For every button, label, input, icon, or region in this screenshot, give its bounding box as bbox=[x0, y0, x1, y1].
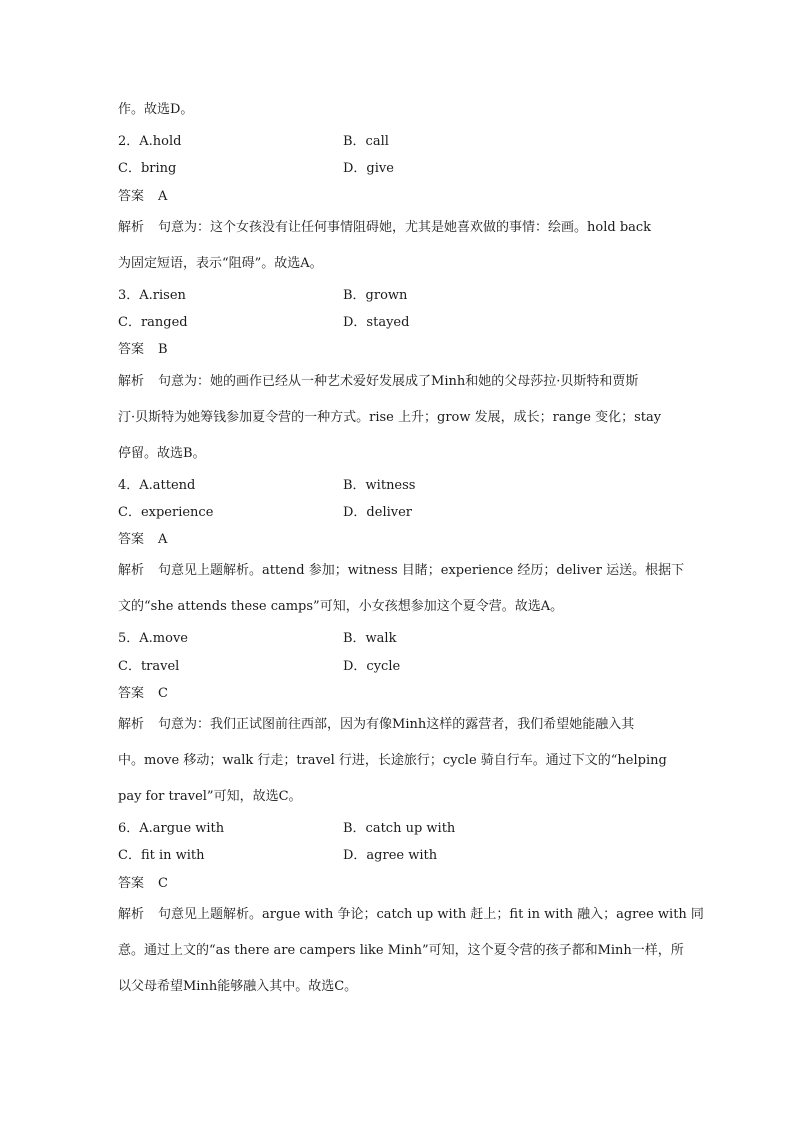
analysis-label: 解析 bbox=[118, 907, 145, 922]
q5-analysis-line2: 中。move 移动；walk 行走；travel 行进，长途旅行；cycle 骑自行车。通过下文的“helping bbox=[118, 753, 667, 768]
q3-analysis-line3: 停留。故选B。 bbox=[118, 446, 206, 461]
answer-label: 答案 bbox=[118, 876, 145, 891]
q6-option-c: C．fit in with bbox=[118, 848, 205, 863]
q6-answer bbox=[118, 876, 678, 892]
q5-option-d: D．cycle bbox=[343, 659, 401, 674]
q4-option-d: D．deliver bbox=[343, 505, 413, 520]
answer-label: 答案 bbox=[118, 189, 145, 204]
q5-option-c: C．travel bbox=[118, 659, 180, 674]
q5-analysis-line3: pay for travel”可知，故选C。 bbox=[118, 789, 302, 804]
analysis-label: 解析 bbox=[118, 374, 145, 389]
q2-option-d: D．give bbox=[343, 161, 394, 176]
answer-value: B bbox=[158, 342, 168, 357]
answer-value: A bbox=[158, 189, 168, 204]
analysis-text: 句意为：她的画作已经从一种艺术爱好发展成了Minh和她的父母莎拉·贝斯特和贾斯 bbox=[158, 374, 639, 389]
q3-option-d: D．stayed bbox=[343, 315, 410, 330]
answer-value: C bbox=[158, 876, 168, 891]
analysis-label: 解析 bbox=[118, 717, 145, 732]
analysis-text: 句意见上题解析。argue with 争论；catch up with 赶上；fit in with 融入；agree with 同 bbox=[158, 907, 704, 922]
answer-value: C bbox=[158, 686, 168, 701]
answer-value: A bbox=[158, 532, 168, 547]
q4-option-c: C．experience bbox=[118, 505, 214, 520]
answer-label: 答案 bbox=[118, 686, 145, 701]
q2-analysis-line1 bbox=[118, 220, 678, 236]
q5-analysis-line1 bbox=[118, 717, 678, 733]
q3-answer bbox=[118, 342, 678, 358]
q6-analysis-line3: 以父母希望Minh能够融入其中。故选C。 bbox=[118, 979, 358, 994]
intro-line: 作。故选D。 bbox=[118, 102, 194, 117]
q4-analysis-line1 bbox=[118, 563, 685, 579]
q2-analysis-line2: 为固定短语，表示“阻碍”。故选A。 bbox=[118, 256, 323, 271]
q4-option-b: B．witness bbox=[343, 478, 416, 493]
q5-option-a: 5．A.move bbox=[118, 631, 188, 646]
q3-analysis-line2: 汀·贝斯特为她筹钱参加夏令营的一种方式。rise 上升；grow 发展，成长；range 变化；stay bbox=[118, 410, 662, 425]
q3-option-a: 3．A.risen bbox=[118, 288, 186, 303]
q6-analysis-line1 bbox=[118, 907, 704, 923]
analysis-label: 解析 bbox=[118, 220, 145, 235]
analysis-label: 解析 bbox=[118, 563, 145, 578]
q6-option-b: B．catch up with bbox=[343, 821, 456, 836]
analysis-text: 句意为：这个女孩没有让任何事情阻碍她，尤其是她喜欢做的事情：绘画。hold back bbox=[158, 220, 652, 235]
q2-option-c: C．bring bbox=[118, 161, 177, 176]
q6-analysis-line2: 意。通过上文的“as there are campers like Minh”可知，这个夏令营的孩子都和Minh一样，所 bbox=[118, 943, 684, 958]
q2-answer bbox=[118, 189, 678, 205]
q6-option-d: D．agree with bbox=[343, 848, 438, 863]
q6-option-a: 6．A.argue with bbox=[118, 821, 225, 836]
analysis-text: 句意为：我们正试图前往西部，因为有像Minh这样的露营者，我们希望她能融入其 bbox=[158, 717, 635, 732]
q5-answer bbox=[118, 686, 678, 702]
q4-analysis-line2: 文的“she attends these camps”可知，小女孩想参加这个夏令营。故选A。 bbox=[118, 599, 564, 614]
analysis-text: 句意见上题解析。attend 参加；witness 目睹；experience 经历；deliver 运送。根据下 bbox=[158, 563, 685, 578]
answer-label: 答案 bbox=[118, 532, 145, 547]
q3-option-b: B．grown bbox=[343, 288, 408, 303]
q4-answer bbox=[118, 532, 678, 548]
q2-option-a: 2．A.hold bbox=[118, 134, 182, 149]
q2-option-b: B．call bbox=[343, 134, 389, 149]
q5-option-b: B．walk bbox=[343, 631, 397, 646]
q4-option-a: 4．A.attend bbox=[118, 478, 196, 493]
answer-label: 答案 bbox=[118, 342, 145, 357]
q3-option-c: C．ranged bbox=[118, 315, 188, 330]
q3-analysis-line1 bbox=[118, 374, 678, 390]
